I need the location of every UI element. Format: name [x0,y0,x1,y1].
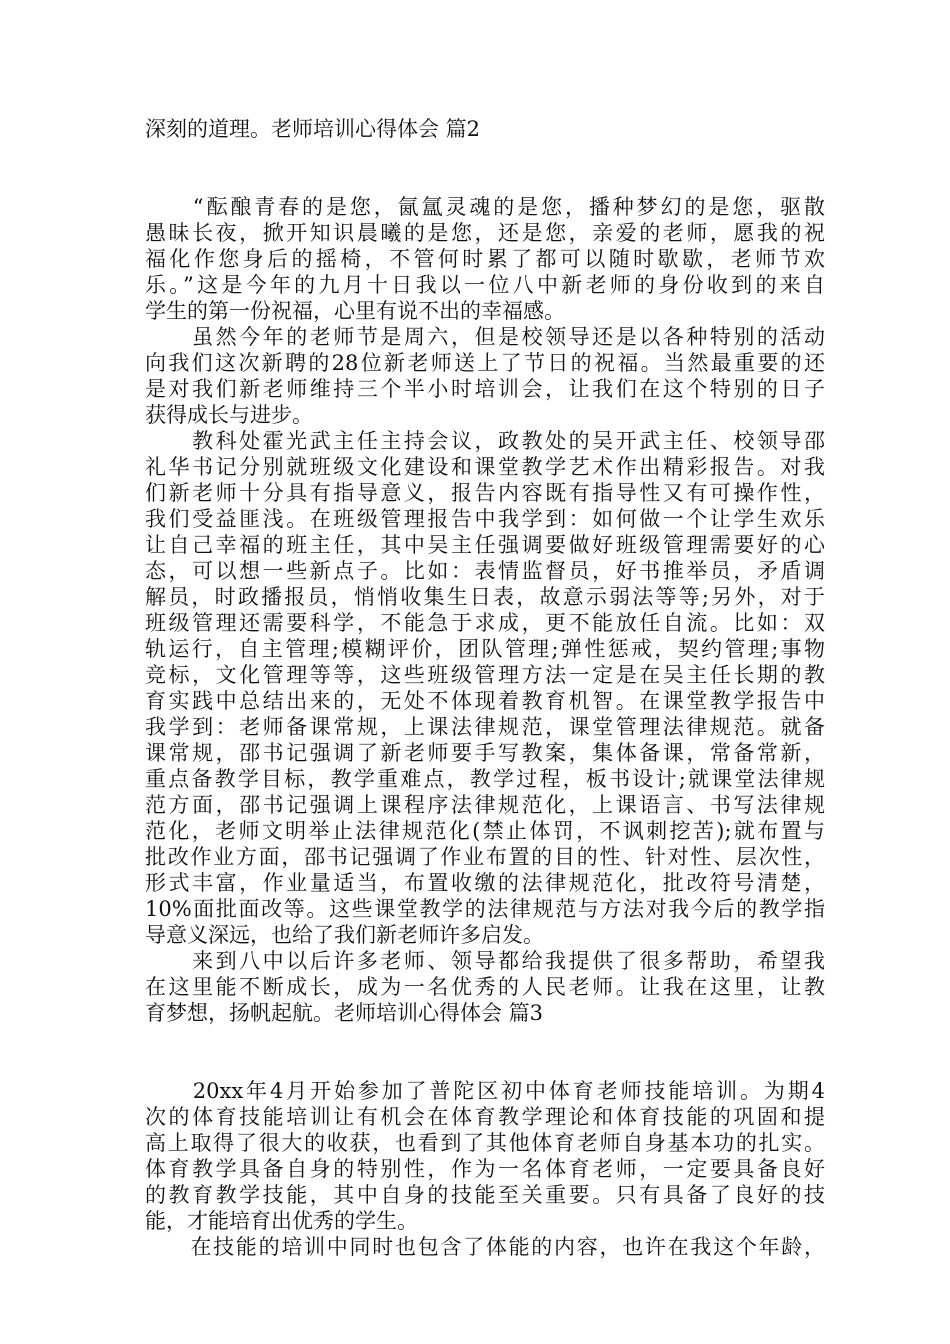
text-line: “酝酿青春的是您，氤氲灵魂的是您，播种梦幻的是您，驱散 [145,195,825,219]
text-line: 批改作业方面，邵书记强调了作业布置的目的性、针对性、层次性， [145,845,825,869]
blank-gap [145,1026,825,1078]
text-line: 虽然今年的老师节是周六，但是校领导还是以各种特别的活动 [145,325,825,349]
text-line: 10%面批面改等。这些课堂教学的法律规范与方法对我今后的教学指 [145,897,825,921]
text-line: 能，才能培育出优秀的学生。 [145,1209,418,1233]
text-line: 在技能的培训中同时也包含了体能的内容，也许在我这个年龄， [145,1235,825,1259]
text-line: 高上取得了很大的收获，也看到了其他体育老师自身基本功的扎实。 [145,1131,825,1155]
text-line: 乐。”这是今年的九月十日我以一位八中新老师的身份收到的来自 [145,273,825,297]
paragraph-6 [145,1234,825,1260]
paragraph-3 [145,428,825,948]
text-line: 形式丰富，作业量适当，布置收缴的法律规范化，批改符号清楚， [145,871,825,895]
text-line: 范化，老师文明举止法律规范化(禁止体罚，不讽刺挖苦);就布置与 [145,819,825,843]
text-line: 态，可以想一些新点子。比如：表情监督员，好书推举员，矛盾调 [145,559,825,583]
blank-gap [145,142,825,194]
text-line: 重点备教学目标，教学重难点，教学过程，板书设计;就课堂法律规 [145,767,825,791]
text-line: 向我们这次新聘的28位新老师送上了节日的祝福。当然最重要的还 [145,351,825,375]
text-line: 教科处霍光武主任主持会议，政教处的吴开武主任、校领导邵 [145,429,825,453]
text-line: 学生的第一份祝福，心里有说不出的幸福感。 [145,299,565,323]
text-line: 体育教学具备自身的特别性，作为一名体育老师，一定要具备良好 [145,1157,825,1181]
text-line: 是对我们新老师维持三个半小时培训会，让我们在这个特别的日子 [145,377,825,401]
text-line: 来到八中以后许多老师、领导都给我提供了很多帮助，希望我 [145,949,825,973]
text-line: 让自己幸福的班主任，其中吴主任强调要做好班级管理需要好的心 [145,533,825,557]
text-line: 轨运行，自主管理;模糊评价，团队管理;弹性惩戒，契约管理;事物 [145,637,825,661]
document-page [145,116,825,1260]
text-line: 我学到：老师备课常规，上课法律规范，课堂管理法律规范。就备 [145,715,825,739]
text-line: 在这里能不断成长，成为一名优秀的人民老师。让我在这里，让教 [145,975,825,999]
text-line: 课常规，邵书记强调了新老师要手写教案，集体备课，常备常新， [145,741,825,765]
text-line: 范方面，邵书记强调上课程序法律规范化，上课语言、书写法律规 [145,793,825,817]
text-line: 获得成长与进步。 [145,403,313,427]
text-line: 班级管理还需要科学，不能急于求成，更不能放任自流。比如：双 [145,611,825,635]
text-line: 礼华书记分别就班级文化建设和课堂教学艺术作出精彩报告。对我 [145,455,825,479]
paragraph-5 [145,1078,825,1234]
text-line: 们新老师十分具有指导意义，报告内容既有指导性又有可操作性， [145,481,825,505]
text-line: 的教育教学技能，其中自身的技能至关重要。只有具备了良好的技 [145,1183,825,1207]
text-line: 解员，时政播报员，悄悄收集生日表，故意示弱法等等;另外，对于 [145,585,825,609]
text-line: 我们受益匪浅。在班级管理报告中我学到：如何做一个让学生欢乐 [145,507,825,531]
text-line: 导意义深远，也给了我们新老师许多启发。 [145,923,544,947]
text-line: 育实践中总结出来的，无处不体现着教育机智。在课堂教学报告中 [145,689,825,713]
heading-line: 深刻的道理。老师培训心得体会 篇2 [145,117,481,141]
text-line: 愚昧长夜，掀开知识晨曦的是您，还是您，亲爱的老师，愿我的祝 [145,221,825,245]
paragraph-2 [145,324,825,428]
text-line: 竞标，文化管理等等，这些班级管理方法一定是在吴主任长期的教 [145,663,825,687]
text-line: 福化作您身后的摇椅，不管何时累了都可以随时歇歇，老师节欢 [145,247,825,271]
text-line: 次的体育技能培训让有机会在体育教学理论和体育技能的巩固和提 [145,1105,825,1129]
text-line: 20xx年4月开始参加了普陀区初中体育老师技能培训。为期4 [145,1079,825,1103]
text-line: 育梦想，扬帆起航。老师培训心得体会 篇3 [145,1001,544,1025]
paragraph-1 [145,194,825,324]
paragraph-4 [145,948,825,1026]
